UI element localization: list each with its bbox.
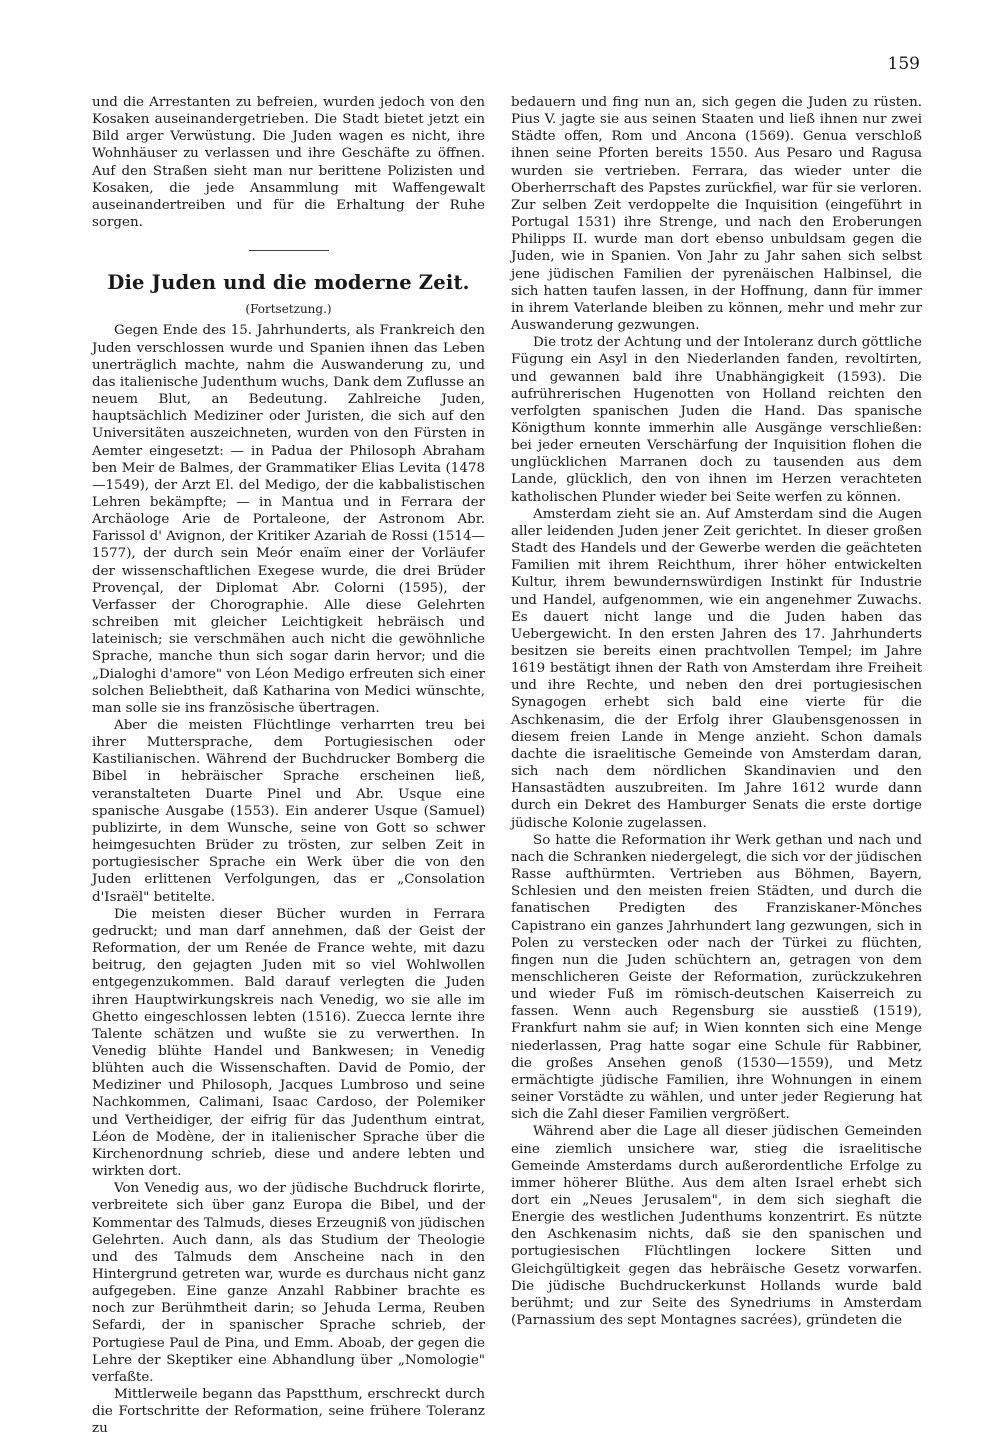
article-paragraph: Amsterdam zieht sie an. Auf Amsterdam sind die Augen aller leidenden Juden jener Zeit gerichtet. In dieser großen Stadt des Handels und der Gewerbe werden die geächteten Familien mit ihrem Reichthum, ihrer höher entwickelten Kultur, ihrem bewundernswürdigen Instinkt für Industrie und Handel, aufgenommen, wie ein angenehmer Zuwachs. Es dauert nicht lange und die Juden haben das Uebergewicht. In den ersten Jahren des 17. Jahrhunderts besitzen sie bereits einen prachtvollen Tempel; im Jahre 1619 bestätigt ihnen der Rath von Amsterdam ihre Freiheit und ihre Rechte, und neben den drei portugiesischen Synagogen erhebt sich bald eine vierte für die Aschkenasim, die der Erfolg ihrer Glaubensgenossen in diesem freien Lande in Menge anzieht. Schon damals dachte die israelitische Gemeinde von Amsterdam daran, sich nach dem nördlichen Skandinavien und den Hansastädten auszubreiten. Im Jahre 1612 wurde dann durch ein Dekret des Hamburger Senats die erste dortige jüdische Kolonie zugelassen. [511,506,922,831]
article-paragraph: Die meisten dieser Bücher wurden in Ferrara gedruckt; und man darf annehmen, daß der Geist der Reformation, der um Renée de France wehte, mit dazu beitrug, den gejagten Juden mit so viel Wohlwollen entgegenzukommen. Bald darauf verlegten die Juden ihren Hauptwirkungskreis nach Venedig, wo sie alle im Ghetto eingeschlossen lebten (1516). Zuecca lernte ihre Talente schätzen und wußte sie zu verwerthen. In Venedig blühte Handel und Bankwesen; in Venedig blühten auch die Wissenschaften. David de Pomio, der Mediziner und Philosoph, Jacques Lumbroso und seine Nachkommen, Calimani, Isaac Cardoso, der Polemiker und Vertheidiger, der eifrig für das Judenthum eintrat, Léon de Modène, der in italienischer Sprache über die Kirchenordnung schrieb, diese und andere lebten und wirkten dort. [92,906,485,1180]
article-paragraph: Die trotz der Achtung und der Intoleranz durch göttliche Fügung ein Asyl in den Niederlanden fanden, revoltirten, und gewannen bald ihre Unabhängigkeit (1593). Die aufrührerischen Hugenotten von Holland reichten den verfolgten spanischen Juden die Hand. Das spanische Königthum konnte immerhin alle Ausgänge verschließen: bei jeder erneuten Verschärfung der Inquisition flohen die unglücklichen Marranen doch zu tausenden aus dem Lande, glücklich, den von ihnen im Herzen verachteten katholischen Plunder wieder bei Seite werfen zu können. [511,335,922,505]
article-paragraph: Gegen Ende des 15. Jahrhunderts, als Frankreich den Juden verschlossen wurde und Spanien ihnen das Leben unerträglich machte, nahm die Auswanderung zu, und das italienische Judenthum wuchs, Dank dem Zuflusse an neuem Blut, an Bedeutung. Zahlreiche Juden, hauptsächlich Mediziner oder Juristen, die sich auf den Universitäten auszeichneten, wurden von den Fürsten in Aemter eingesetzt: — in Padua der Philosoph Abraham ben Meir de Balmes, der Grammatiker Elias Levita (1478—1549), der Arzt El. del Medigo, der die kabbalistischen Lehren bekämpfte; — in Mantua und in Ferrara der Archäologe Arie de Portaleone, der Astronom Abr. Farissol d' Avignon, der Kritiker Azariah de Rossi (1514—1577), der durch sein Meór enaïm einer der Vorläufer der wissenschaftlichen Exegese wurde, die drei Brüder Provençal, der Diplomat Abr. Colorni (1595), der Verfasser der Chorographie. Alle diese Gelehrten schreiben mit gleicher Leichtigkeit hebräisch und lateinisch; sie verschmähen auch nicht die gewöhnliche Sprache, manche thun sich sogar darin hervor; und die „Dialoghi d'amore" von Léon Medigo erfreuten sich einer solchen Beliebtheit, daß Katharina von Medici wünschte, man solle sie ins französische übertragen. [92,323,485,716]
article-paragraph: Aber die meisten Flüchtlinge verharrten treu bei ihrer Muttersprache, dem Portugiesischen oder Kastilianischen. Während der Buchdrucker Bomberg die Bibel in hebräischer Sprache erscheinen ließ, veranstalteten Duarte Pinel und Abr. Usque eine spanische Ausgabe (1553). Ein anderer Usque (Samuel) publizirte, in dem Wunsche, seine von Gott so schwer heimgesuchten Brüder zu trösten, zur selben Zeit in portugiesischer Sprache ein Werk über die von den Juden erlittenen Verfolgungen, das er „Consolation d'Israël" betitelte. [92,718,485,905]
article-subtitle: (Fortsetzung.) [245,302,332,317]
article-paragraph: Während aber die Lage all dieser jüdischen Gemeinden eine ziemlich unsichere war, stieg die israelitische Gemeinde Amsterdams durch außerordentliche Erfolge zu immer höherer Blüthe. Aus dem alten Israel erhebt sich dort ein „Neues Jerusalem", in dem sich sieghaft die Energie des westlichen Judenthums konzentrirt. Es nützte den Aschkenasim nichts, daß sie den spanischen und portugiesischen Flüchtlingen lockere Sitten und Gleichgültigkeit gegen das hebräische Gesetz vorwarfen. Die jüdische Buchdruckerkunst Hollands wurde bald berühmt; und zur Seite des Synedriums in Amsterdam (Parnassium des sept Montagnes sacrées), gründeten die [511,1124,922,1329]
article-title: Die Juden und die moderne Zeit. [107,271,470,295]
page-number: 159 [887,54,920,74]
section-divider [249,250,329,251]
right-column [511,94,922,1329]
article-paragraph: So hatte die Reformation ihr Werk gethan und nach und nach die Schranken niedergelegt, die sich vor der jüdischen Rasse aufthürmten. Vertrieben aus Böhmen, Bayern, Schlesien und den meisten freien Städten, und durch die fanatischen Predigten des Franziskaner-Mönches Capistrano ein ganzes Jahrhundert lang gezwungen, sich in Polen zu verstecken oder nach der Türkei zu flüchten, fingen nun die Juden schüchtern an, getragen von dem menschlicheren Geiste der Reformation, zurückzukehren und wieder Fuß im römisch-deutschen Kaiserreich zu fassen. Wenn auch Regensburg sie ausstieß (1519), Frankfurt nahm sie auf; in Wien konnten sich eine Menge niederlassen, Prag hatte sogar eine Schule für Rabbiner, die großes Ansehen genoß (1530—1559), und Metz ermächtigte jüdische Familien, ihre Wohnungen in einem seiner Vorstädte zu wählen, und unter jeder Regierung hat sich die Zahl dieser Familien vergrößert. [511,832,922,1123]
left-column [92,94,485,1438]
article-paragraph: Mittlerweile begann das Papstthum, erschreckt durch die Fortschritte der Reformation, seine frühere Toleranz zu [92,1387,485,1437]
article-paragraph: bedauern und fing nun an, sich gegen die Juden zu rüsten. Pius V. jagte sie aus seinen Staaten und ließ ihnen nur zwei Städte offen, Rom und Ancona (1569). Genua verschloß ihnen seine Pforten bereits 1550. Aus Pesaro und Ragusa wurden sie vertrieben. Ferrara, das wieder unter die Oberherrschaft des Papstes zurückfiel, war für sie verloren. Zur selben Zeit verdoppelte die Inquisition (eingeführt in Portugal 1531) ihre Strenge, und nach den Eroberungen Philipps II. wurde man dort ebenso unbuldsam gegen die Juden, wie in Spanien. Von Jahr zu Jahr sahen sich selbst jene jüdischen Familien der pyrenäischen Halbinsel, die sich hatten taufen lassen, in der Hoffnung, dann für immer in ihrem Vaterlande bleiben zu können, mehr und mehr zur Auswanderung gezwungen. [511,95,922,334]
opening-paragraph: und die Arrestanten zu befreien, wurden jedoch von den Kosaken auseinandergetrieben. Die Stadt bietet jetzt ein Bild arger Verwüstung. Die Juden wagen es nicht, ihre Wohnhäuser zu verlassen und ihre Geschäfte zu öffnen. Auf den Straßen sieht man nur berittene Polizisten und Kosaken, die jede Ansammlung mit Waffengewalt auseinandertreiben und für die Erhaltung der Ruhe sorgen. [92,95,485,231]
article-paragraph: Von Venedig aus, wo der jüdische Buchdruck florirte, verbreitete sich über ganz Europa die Bibel, und der Kommentar des Talmuds, dieses Erzeugniß von jüdischen Gelehrten. Auch dann, als das Studium der Theologie und des Talmuds dem Anscheine nach in den Hintergrund getreten war, wurde es durchaus nicht ganz aufgegeben. Eine ganze Anzahl Rabbiner brachte es noch zur Berühmtheit darin; so Jehuda Lerma, Reuben Sefardi, der in spanischer Sprache schrieb, der Portugiese Paul de Pina, und Emm. Aboab, der gegen die Lehre der Skeptiker eine Abhandlung über „Nomologie" verfaßte. [92,1181,485,1385]
